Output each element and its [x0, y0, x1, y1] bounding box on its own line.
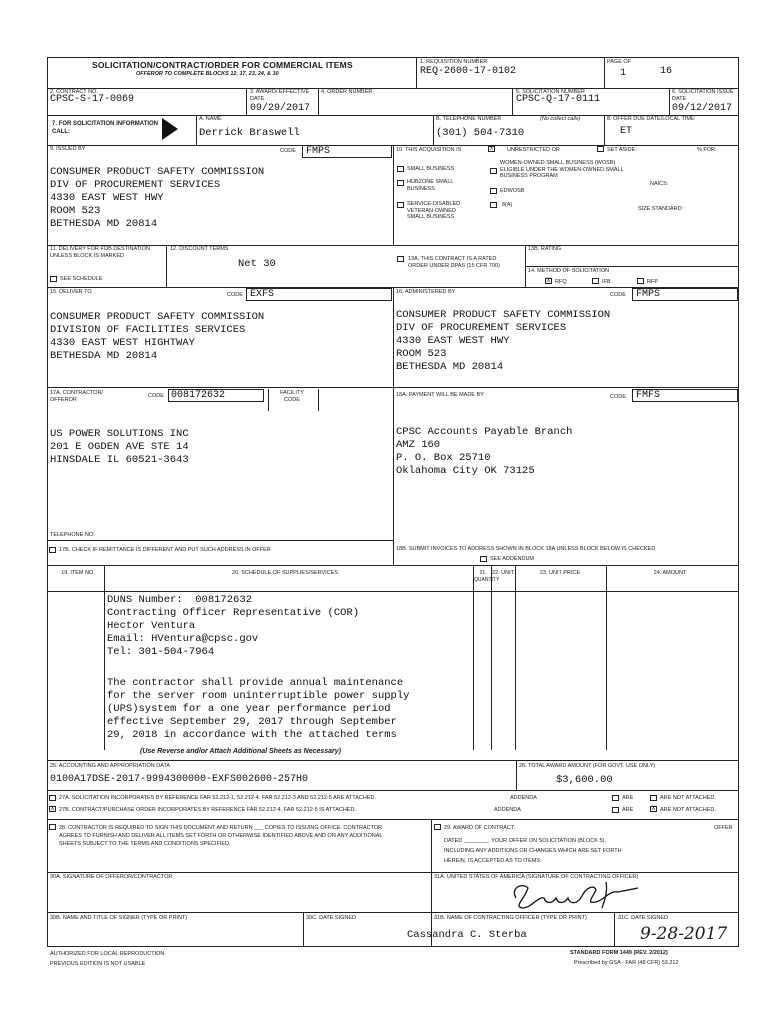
name-label: A. NAME [199, 116, 222, 122]
rfp-label: RFP [647, 279, 658, 285]
administered-by-label: 16. ADMINISTERED BY [396, 289, 456, 295]
addenda-are-b-label: ARE [622, 807, 634, 813]
payment-code: FMFS [636, 390, 661, 401]
block-28-checkbox[interactable] [49, 824, 56, 830]
hubzone-label: HUBZONE SMALL BUSINESS [407, 179, 454, 192]
contractor-code-label: CODE [148, 393, 164, 399]
order-number-label: 4. ORDER NUMBER [321, 89, 373, 95]
deliver-to-code-label: CODE [227, 292, 243, 298]
addenda-label-a: ADDENDA [510, 795, 537, 801]
edwosb-label: EDWOSB [500, 188, 525, 194]
award-date-label: 3. AWARD/ EFFECTIVE DATE [250, 89, 310, 102]
size-standard-label: SIZE STANDARD: [638, 206, 684, 212]
info-call-label: 7. FOR SOLICITATION INFORMATION CALL: [52, 121, 158, 135]
rfp-checkbox[interactable] [637, 278, 644, 284]
hubzone-checkbox[interactable] [397, 180, 404, 186]
col-quantity: 21. QUANTITY [474, 570, 500, 583]
discount-terms-value: Net 30 [238, 258, 276, 270]
rfq-checkbox[interactable]: X [546, 278, 551, 284]
block-29-line1: 29. AWARD OF CONTRACT: [444, 825, 516, 831]
deliver-to-label: 15. DELIVER TO [50, 289, 92, 295]
form-subtitle: OFFEROR TO COMPLETE BLOCKS 12, 17, 23, 24, & 30 [136, 71, 279, 77]
8a-label: 8(A) [502, 202, 513, 208]
pct-for-label: % FOR: [697, 147, 717, 153]
unrestricted-checkbox[interactable]: X [489, 146, 494, 152]
total-award-label: 26. TOTAL AWARD AMOUNT (FOR GOVT. USE ONLY) [519, 763, 656, 769]
addenda-are-a-label: ARE [622, 795, 634, 801]
footer-authorized: AUTHORIZED FOR LOCAL REPRODUCTION [50, 951, 165, 957]
clause-27a-label: 27A. SOLICITATION INCORPORATES BY REFERENCE FAR 52.212-1, 52.212-4. FAR 52.212-3 AND 52.212-5 ARE ATTACHED. [59, 795, 376, 801]
telephone-no-label: TELEPHONE NO. [50, 532, 95, 538]
offer-due-value: ET [620, 126, 633, 137]
footer-standard-form: STANDARD FORM 1449 (REV. 2/2012) [570, 950, 668, 956]
contracting-officer-signature [500, 878, 650, 912]
name-30b-label: 30B. NAME AND TITLE OF SIGNER (TYPE OR PRINT) [50, 915, 188, 921]
sig-31a-label: 31A. UNITED STATES OF AMERICA (SIGNATURE OF CONTRACTING OFFICER) [434, 874, 639, 880]
small-business-label: SMALL BUSINESS [407, 166, 455, 172]
issued-by-label: 9. ISSUED BY [50, 146, 86, 152]
method-label: 14. METHOD OF SOLICITATION [528, 268, 610, 274]
see-addendum-label: SEE ADDENDUM [490, 556, 535, 562]
block-28-text: 28. CONTRACTOR IS REQUIRED TO SIGN THIS DOCUMENT AND RETURN ___ COPIES TO ISSUING OFFICE. CONTRACTOR AGREES TO FURNISH AND DELIVER ALL ITEMS SET FORTH OR OTHERWISE IDENTIFIED ABOVE AND ON ANY ADDITIONAL SHEETS SUBJECT TO THE TERMS AND CONDITIONS SPECIFIED. [59, 825, 383, 847]
contract-no-label: 2. CONTRACT NO. [50, 89, 98, 95]
award-date-value: 09/29/2017 [250, 103, 311, 114]
issue-date-value: 09/12/2017 [672, 103, 733, 114]
solicitation-number-label: 5. SOLICITATION NUMBER [516, 89, 585, 95]
clause-27b-checkbox[interactable]: X [50, 806, 55, 812]
name-31b-label: 31B. NAME OF CONTRACTING OFFICER (TYPE OR PRINT) [434, 915, 587, 921]
edwosb-checkbox[interactable] [490, 188, 497, 194]
small-business-checkbox[interactable] [397, 166, 404, 172]
arrow-right-icon [162, 118, 178, 140]
addenda-arenot-b-checkbox[interactable]: X [651, 806, 656, 812]
unrestricted-label: UNRESTRICTED OR [507, 147, 560, 153]
issued-by-code-label: CODE [280, 148, 296, 154]
footer-prescribed: Prescribed by GSA - FAR (48 CFR) 53.212 [574, 960, 679, 966]
ifb-checkbox[interactable] [592, 278, 599, 284]
footer-previous-edition: PREVIOUS EDITION IS NOT USABLE [50, 961, 146, 967]
accounting-label: 25. ACCOUNTING AND APPROPRIATION DATA [50, 763, 171, 769]
date-30c-label: 30C. DATE SIGNED [306, 915, 357, 921]
delivery-fob-label: 11. DELIVERY FOR FOB DESTINATION UNLESS BLOCK IS MARKED [50, 246, 150, 259]
sdvosb-label: SERVICE-DISABLED VETERAN-OWNED SMALL BUSINESS [407, 201, 461, 220]
payment-label: 18A. PAYMENT WILL BE MADE BY [396, 392, 484, 398]
col-unit-price: 23. UNIT PRICE [539, 570, 581, 576]
administered-by-code-label: CODE [610, 292, 626, 298]
clause-27a-checkbox[interactable] [49, 795, 56, 801]
block-29-line3: INCLUDING ANY ADDITIONS OR CHANGES WHICH ARE SET FORTH [444, 848, 622, 854]
page-number: 1 [620, 68, 627, 79]
rated-order-label: 13A. THIS CONTRACT IS A RATED ORDER UNDER DPAS (15 CFR 700) [408, 256, 500, 269]
addenda-label-b: ADDENDA [494, 807, 521, 813]
block-29-checkbox[interactable] [434, 824, 441, 830]
total-award-value: $3,600.00 [556, 774, 613, 786]
see-addendum-checkbox[interactable] [480, 556, 487, 562]
deliver-to-code: EXFS [250, 289, 275, 300]
telephone-label: B. TELEPHONE NUMBER [436, 116, 502, 122]
payment-code-label: CODE [610, 394, 626, 400]
remittance-label: 17B. CHECK IF REMITTANCE IS DIFFERENT AND PUT SUCH ADDRESS IN OFFER [59, 547, 271, 553]
no-collect-label: (No collect calls) [540, 116, 581, 122]
col-unit: 22. UNIT [492, 570, 515, 576]
page-label: PAGE OF [607, 59, 632, 65]
col-schedule: 20. SCHEDULE OF SUPPLIES/SERVICES [232, 570, 338, 576]
contractor-code: 008172632 [171, 390, 226, 401]
block-29-line2: DATED ________. YOUR OFFER ON SOLICITATION (BLOCK 5), [444, 838, 606, 844]
form-title: SOLICITATION/CONTRACT/ORDER FOR COMMERCIAL ITEMS [92, 60, 353, 70]
accounting-value: 0100A17DSE-2017-9994300000-EXFS002600-257H0 [50, 774, 309, 785]
contract-no-value: CPSC-S-17-0069 [50, 94, 135, 105]
submit-invoices-label: 18B. SUBMIT INVOICES TO ADDRESS SHOWN IN BLOCK 18A UNLESS BLOCK BELOW IS CHECKED [396, 546, 656, 552]
date-31c-label: 31C. DATE SIGNED [618, 915, 669, 921]
block-29-offer: OFFER [714, 825, 733, 831]
facility-code-label: FACILITY CODE [280, 390, 304, 403]
addenda-are-a-checkbox[interactable] [612, 795, 619, 801]
wosb-checkbox[interactable] [490, 168, 497, 174]
reverse-note: (Use Reverse and/or Attach Additional Sheets as Necessary) [140, 748, 342, 755]
telephone-value: (301) 504-7310 [436, 127, 525, 139]
remittance-checkbox[interactable] [49, 547, 56, 553]
wosb-label: WOMEN-OWNED SMALL BUSINESS (WOSB) ELIGIBLE UNDER THE WOMEN-OWNED SMALL BUSINESS PROGRAM [500, 160, 624, 179]
issued-by-code: FMPS [306, 146, 331, 157]
block-29-line4: HEREIN, IS ACCEPTED AS TO ITEMS: [444, 858, 542, 864]
acquisition-label: 10. THIS ACQUISITION IS [396, 147, 462, 153]
offer-due-label: 8. OFFER DUE DATE/LOCAL TIME [607, 116, 695, 122]
set-aside-label: SET ASIDE: [607, 147, 637, 153]
requisition-number: REQ-2600-17-0102 [420, 66, 517, 77]
contracting-officer-name: Cassandra C. Sterba [407, 929, 527, 941]
naics-label: NAICS: [650, 181, 669, 187]
addenda-arenot-b-label: ARE NOT ATTACHED. [660, 807, 716, 813]
issue-date-label: 6. SOLICITATION ISSUE DATE [672, 89, 734, 102]
sdvosb-checkbox[interactable] [397, 202, 404, 208]
date-signed-value: 9-28-2017 [640, 924, 728, 944]
requisition-label: 1. REQUISITION NUMBER [420, 59, 488, 65]
contact-name: Derrick Braswell [199, 127, 300, 139]
administered-by-code: FMPS [636, 289, 661, 300]
8a-checkbox[interactable] [490, 202, 497, 208]
col-amount: 24. AMOUNT [653, 570, 687, 576]
see-schedule-checkbox[interactable] [50, 276, 57, 282]
solicitation-number-value: CPSC-Q-17-0111 [516, 94, 601, 105]
see-schedule-label: SEE SCHEDULE [60, 276, 103, 282]
rated-order-checkbox[interactable] [397, 256, 404, 262]
sig-30a-label: 30A. SIGNATURE OF OFFEROR/CONTRACTOR [50, 874, 173, 880]
rating-label: 13B. RATING [528, 246, 562, 252]
rfq-label: RFQ [555, 279, 567, 285]
page-total: 16 [660, 66, 673, 77]
clause-27b-label: 27B. CONTRACT/PURCHASE ORDER INCORPORATES BY REFERENCE FAR 52.212-4. FAR 52.212-5 IS ATTACHED. [59, 807, 356, 813]
addenda-arenot-a-checkbox[interactable] [650, 795, 657, 801]
contractor-label: 17A. CONTRACTOR/ OFFEROR [50, 390, 104, 403]
col-item-no: 19. ITEM NO. [61, 570, 95, 576]
addenda-arenot-a-label: ARE NOT ATTACHED. [660, 795, 716, 801]
addenda-are-b-checkbox[interactable] [612, 807, 619, 813]
discount-terms-label: 12. DISCOUNT TERMS [170, 246, 229, 252]
ifb-label: IFB [602, 279, 611, 285]
set-aside-checkbox[interactable] [597, 146, 604, 152]
